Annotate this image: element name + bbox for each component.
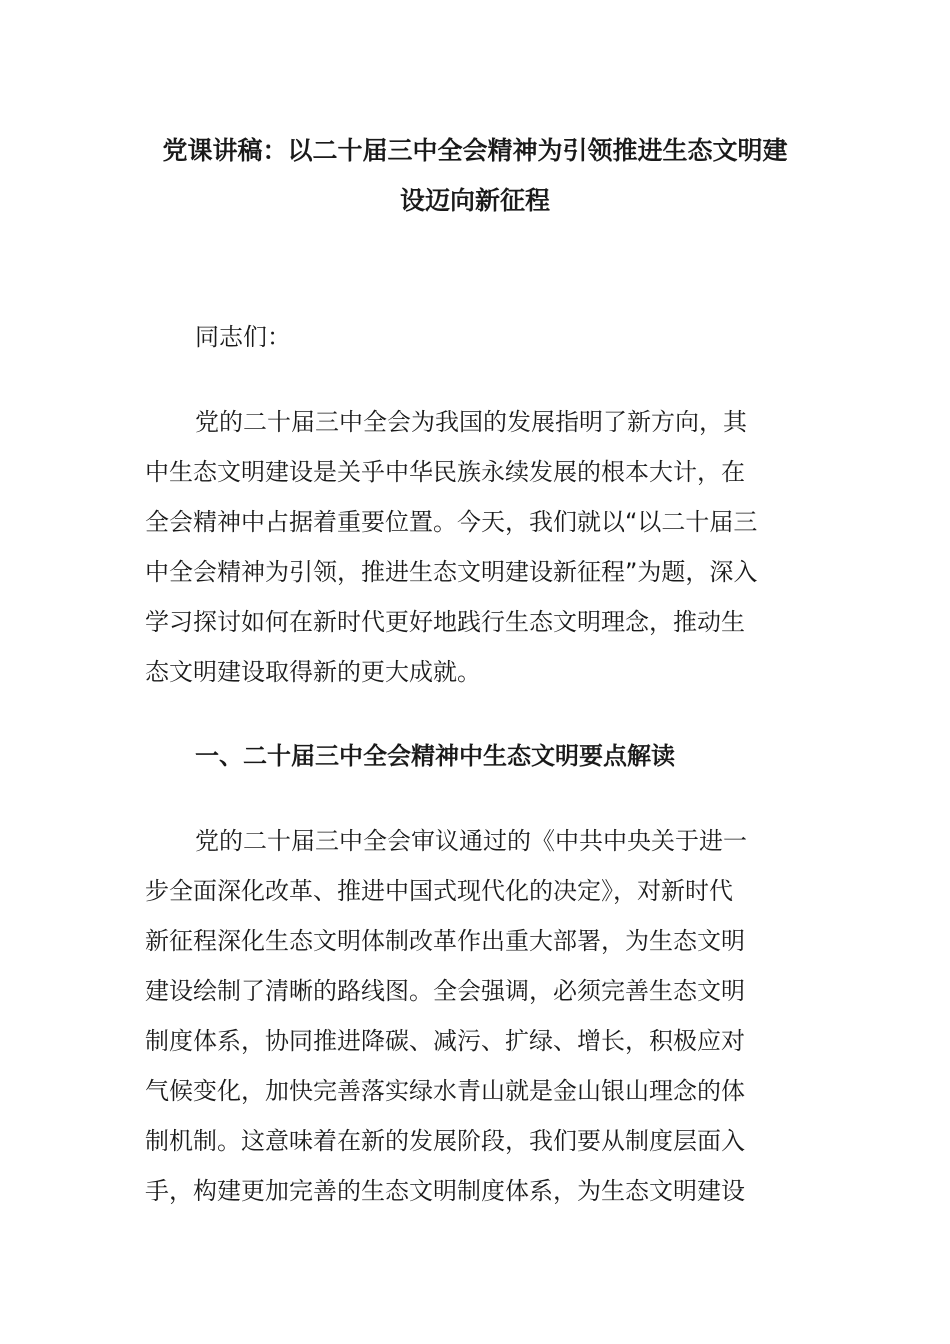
paragraph-line: 中全会精神为引领，推进生态文明建设新征程”为题，深入 bbox=[145, 558, 758, 586]
paragraph-line: 态文明建设取得新的更大成就。 bbox=[145, 658, 481, 686]
paragraph-section-1 bbox=[145, 816, 805, 1216]
paragraph-line: 中生态文明建设是关乎中华民族永续发展的根本大计，在 bbox=[145, 458, 745, 486]
paragraph-line: 新征程深化生态文明体制改革作出重大部署，为生态文明 bbox=[145, 927, 745, 955]
greeting: 同志们： bbox=[195, 323, 291, 351]
paragraph-line: 手，构建更加完善的生态文明制度体系，为生态文明建设 bbox=[145, 1177, 745, 1205]
paragraph-line: 党的二十届三中全会为我国的发展指明了新方向，其 bbox=[195, 408, 747, 436]
paragraph-line: 全会精神中占据着重要位置。今天，我们就以“以二十届三 bbox=[145, 508, 758, 536]
paragraph-line: 制度体系，协同推进降碳、减污、扩绿、增长，积极应对 bbox=[145, 1027, 745, 1055]
paragraph-line: 制机制。这意味着在新的发展阶段，我们要从制度层面入 bbox=[145, 1127, 745, 1155]
paragraph-line: 气候变化，加快完善落实绿水青山就是金山银山理念的体 bbox=[145, 1077, 745, 1105]
paragraph-line: 学习探讨如何在新时代更好地践行生态文明理念，推动生 bbox=[145, 608, 745, 636]
paragraph-line: 建设绘制了清晰的路线图。全会强调，必须完善生态文明 bbox=[145, 977, 745, 1005]
document-title-line-2: 设迈向新征程 bbox=[399, 186, 550, 215]
paragraph-line: 党的二十届三中全会审议通过的《中共中央关于进一 bbox=[195, 827, 747, 855]
document-title-line-1: 党课讲稿：以二十届三中全会精神为引领推进生态文明建 bbox=[162, 136, 788, 165]
section-heading-1: 一、二十届三中全会精神中生态文明要点解读 bbox=[195, 742, 675, 770]
paragraph-line: 步全面深化改革、推进中国式现代化的决定》，对新时代 bbox=[145, 877, 733, 905]
paragraph-intro bbox=[145, 397, 805, 697]
